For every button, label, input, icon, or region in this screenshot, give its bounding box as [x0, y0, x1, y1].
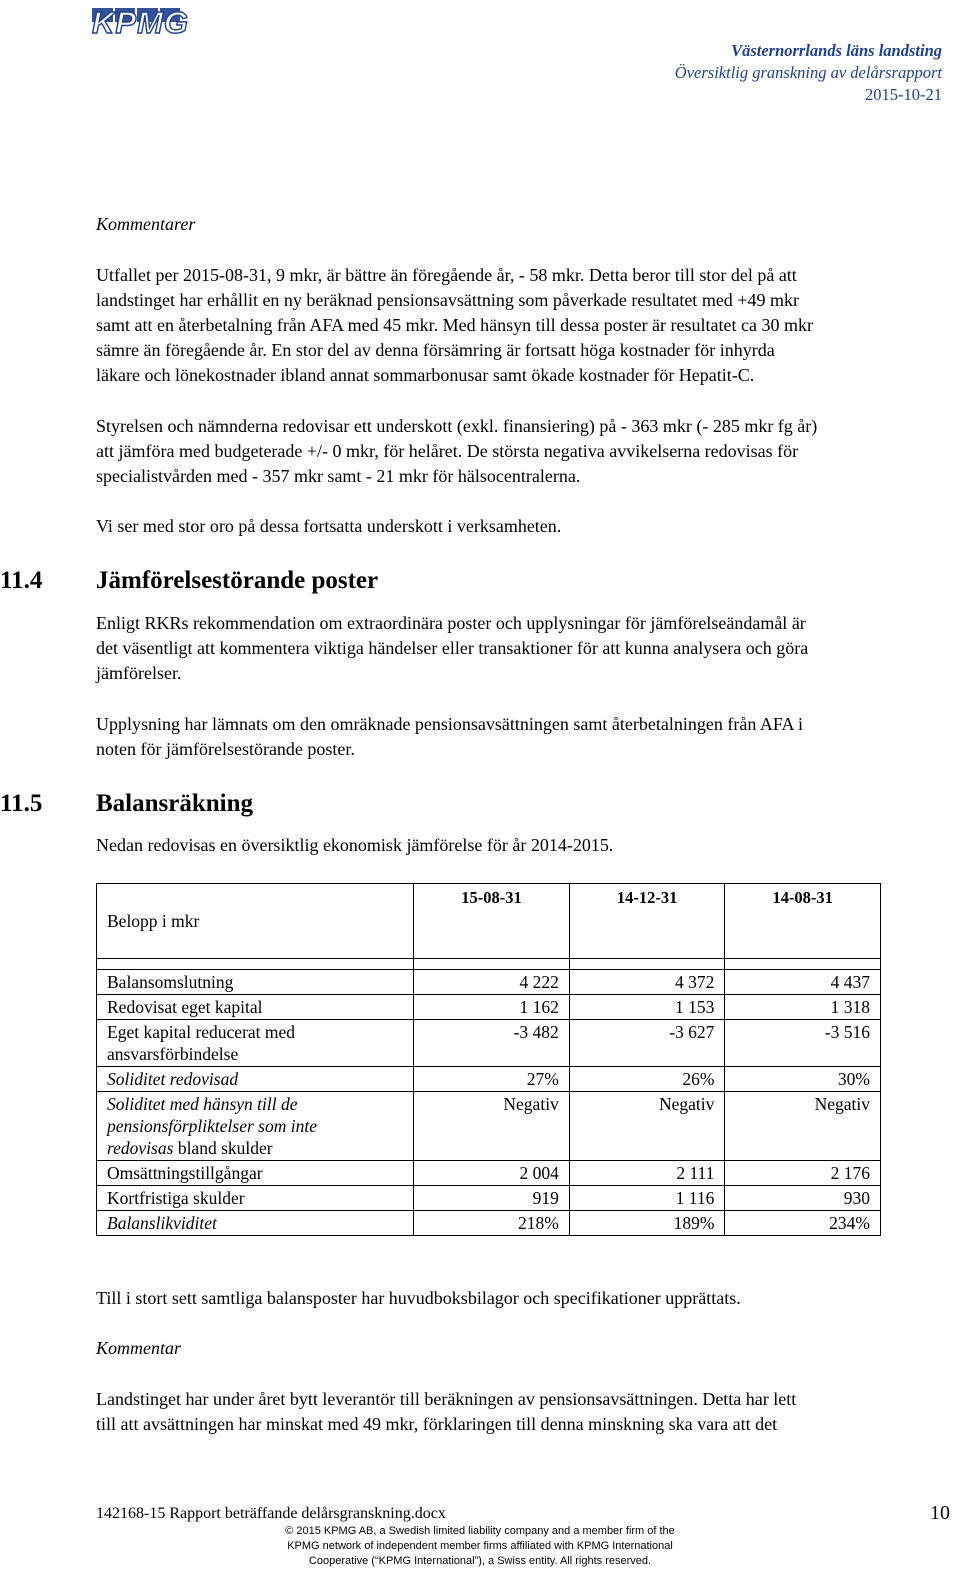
table-header-label: Belopp i mkr [97, 884, 414, 959]
row-value: 4 222 [414, 970, 570, 995]
table-row [97, 1092, 881, 1161]
text-line: landstinget har erhållit en ny beräknad pensionsavsättning som påverkade resultatet med +49 mkr [96, 290, 799, 310]
table-row [97, 1020, 881, 1067]
row-value: 218% [414, 1211, 570, 1236]
row-label-line: bland skulder [173, 1138, 273, 1158]
row-value: 1 318 [725, 995, 881, 1020]
row-value: 27% [414, 1067, 570, 1092]
row-label: Omsättningstillgångar [97, 1161, 414, 1186]
row-label-line: redovisas [107, 1138, 174, 1158]
section-number: 11.5 [0, 790, 43, 817]
page-number: 10 [930, 1502, 950, 1524]
comment-paragraph-2 [96, 414, 952, 489]
text-line: läkare och lönekostnader ibland annat sommarbonusar samt ökade kostnader för Hepatit-C. [96, 365, 755, 385]
text-line: till att avsättningen har minskat med 49 mkr, förklaringen till denna minskning ska vara att det [96, 1414, 778, 1434]
table-column-header: 14-12-31 [569, 884, 725, 959]
text-line: noten för jämförelsestörande poster. [96, 739, 355, 759]
row-value: -3 482 [414, 1020, 570, 1067]
section-number: 11.4 [0, 567, 43, 594]
text-line: Landstinget har under året bytt leverantör till beräkningen av pensionsavsättningen. Detta har lett [96, 1389, 797, 1409]
logo-text: KPMG [92, 5, 189, 40]
header-date: 2015-10-21 [865, 85, 942, 104]
row-label-line: Eget kapital reducerat med [107, 1022, 296, 1042]
header-report: Översiktlig granskning av delårsrapport [674, 63, 942, 82]
text-line: Enligt RKRs rekommendation om extraordinära poster och upplysningar för jämförelseändamål är [96, 613, 806, 633]
row-label [97, 1020, 414, 1067]
kpmg-logo [92, 5, 189, 40]
row-label: Redovisat eget kapital [97, 995, 414, 1020]
comment-label-2: Kommentar [96, 1338, 181, 1358]
comment-paragraph-1 [96, 263, 952, 388]
row-label: Kortfristiga skulder [97, 1186, 414, 1211]
balance-table [96, 883, 881, 1236]
table-spacer-row [97, 959, 881, 970]
section-11-5-intro: Nedan redovisas en översiktlig ekonomisk jämförelse för år 2014-2015. [96, 835, 614, 855]
comment-paragraph-3: Vi ser med stor oro på dessa fortsatta underskott i verksamheten. [96, 516, 562, 536]
row-value: 26% [569, 1067, 725, 1092]
row-value: 4 437 [725, 970, 881, 995]
row-value: -3 516 [725, 1020, 881, 1067]
table-row [97, 1186, 881, 1211]
row-value: Negativ [569, 1092, 725, 1161]
section-11-4-paragraph-2 [96, 712, 952, 762]
table-row [97, 1211, 881, 1236]
copyright-line: KPMG network of independent member firms affiliated with KPMG International [287, 1540, 673, 1552]
comment-label: Kommentarer [96, 214, 196, 234]
text-line: samt att en återbetalning från AFA med 45 mkr. Med hänsyn till dessa poster är resultatet ca 30 mkr [96, 315, 813, 335]
row-value: 2 176 [725, 1161, 881, 1186]
text-line: det väsentligt att kommentera viktiga händelser eller transaktioner för att kunna analysera och göra [96, 638, 809, 658]
row-value: 1 116 [569, 1186, 725, 1211]
section-title: Balansräkning [96, 790, 254, 817]
row-value: Negativ [725, 1092, 881, 1161]
table-row [97, 995, 881, 1020]
row-value: 30% [725, 1067, 881, 1092]
text-line: specialistvården med - 357 mkr samt - 21 mkr för hälsocentralerna. [96, 466, 581, 486]
after-table-text: Till i stort sett samtliga balansposter har huvudboksbilagor och specifikationer upprättats. [96, 1288, 741, 1308]
row-value: 1 153 [569, 995, 725, 1020]
row-label: Soliditet redovisad [97, 1067, 414, 1092]
text-line: Styrelsen och nämnderna redovisar ett underskott (exkl. finansiering) på - 363 mkr (- 285 mkr fg år) [96, 416, 818, 436]
text-line: Upplysning har lämnats om den omräknade pensionsavsättningen samt återbetalningen från AFA i [96, 714, 804, 734]
row-value: -3 627 [569, 1020, 725, 1067]
table-row [97, 970, 881, 995]
section-11-4-paragraph-1 [96, 611, 952, 686]
row-value: 1 162 [414, 995, 570, 1020]
copyright-line: © 2015 KPMG AB, a Swedish limited liability company and a member firm of the [285, 1525, 675, 1537]
row-value: 2 111 [569, 1161, 725, 1186]
text-line: att jämföra med budgeterade +/- 0 mkr, för helåret. De största negativa avvikelserna redovisas för [96, 441, 799, 461]
row-value: Negativ [414, 1092, 570, 1161]
row-value: 189% [569, 1211, 725, 1236]
header-org: Västernorrlands läns landsting [731, 41, 942, 60]
footer-filename: 142168-15 Rapport beträffande delårsgranskning.docx [96, 1505, 446, 1522]
table-row [97, 1067, 881, 1092]
row-value: 919 [414, 1186, 570, 1211]
row-label [97, 1092, 414, 1161]
text-line: jämförelser. [96, 663, 182, 683]
row-label-line: ansvarsförbindelse [107, 1044, 239, 1064]
row-label-line: Soliditet med hänsyn till de [107, 1094, 298, 1114]
footer-copyright [0, 1524, 960, 1569]
table-column-header: 14-08-31 [725, 884, 881, 959]
text-line: sämre än föregående år. En stor del av denna försämring är fortsatt höga kostnader för inhyrda [96, 340, 775, 360]
row-value: 4 372 [569, 970, 725, 995]
table-row [97, 1161, 881, 1186]
comment-2-paragraph [96, 1387, 952, 1437]
table-header-row [97, 884, 881, 959]
row-label: Balansomslutning [97, 970, 414, 995]
row-label-line: pensionsförpliktelser som inte [107, 1116, 317, 1136]
table-column-header: 15-08-31 [414, 884, 570, 959]
section-title: Jämförelsestörande poster [96, 567, 379, 594]
text-line: Utfallet per 2015-08-31, 9 mkr, är bättre än föregående år, - 58 mkr. Detta beror till stor del på att [96, 265, 797, 285]
row-value: 930 [725, 1186, 881, 1211]
row-label: Balanslikviditet [97, 1211, 414, 1236]
row-value: 234% [725, 1211, 881, 1236]
copyright-line: Cooperative (“KPMG International”), a Swiss entity. All rights reserved. [308, 1555, 652, 1567]
row-value: 2 004 [414, 1161, 570, 1186]
